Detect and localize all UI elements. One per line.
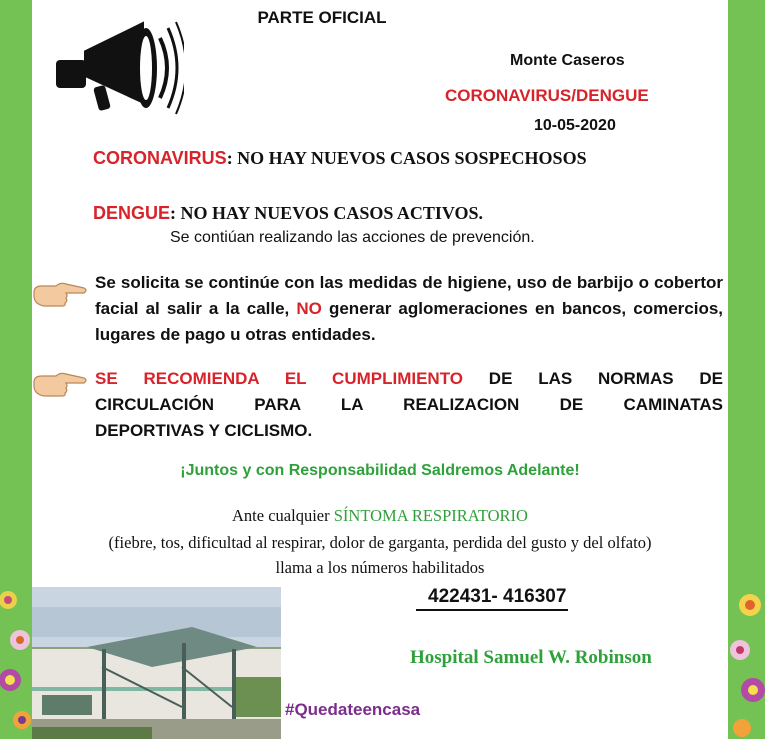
hygiene-notice [95,270,723,348]
prevention-text: Se contiúan realizando las acciones de prevención. [170,229,535,246]
topic-label: CORONAVIRUS/DENGUE [445,86,649,105]
megaphone-icon [52,20,184,118]
flower-decoration-left [0,580,32,739]
circulation-notice-line1 [95,366,723,392]
symptom-intro [32,506,728,526]
coronavirus-label: CORONAVIRUS [93,148,227,168]
hygiene-notice-highlight: NO [296,299,322,318]
circulation-notice-line1-rest: DE LAS NORMAS DE [463,369,723,388]
circulation-notice-line2: CIRCULACIÓN PARA LA REALIZACION DE CAMINATAS [95,395,723,414]
coronavirus-text: : NO HAY NUEVOS CASOS SOSPECHOSOS [226,148,587,168]
report-date: 10-05-2020 [534,117,616,134]
hospital-photo [32,587,281,739]
dengue-label: DENGUE [93,203,171,223]
motto: ¡Juntos y con Responsabilidad Saldremos Adelante! [180,462,580,479]
hospital-name: Hospital Samuel W. Robinson [410,647,652,668]
announcement-card [32,0,728,739]
pointing-hand-icon [32,278,88,308]
dengue-text: : NO HAY NUEVOS CASOS ACTIVOS. [170,203,484,223]
circulation-notice [95,366,723,444]
hygiene-notice-part2: generar aglomeraciones en bancos, comercios, lugares de pago u otras entidades. [95,299,724,344]
hygiene-notice-part1: Se solicita se continúe con las medidas de higiene, uso de barbijo o cobertor facial al salir a la calle, [95,273,723,318]
coronavirus-status [93,148,587,169]
city-name: Monte Caseros [510,52,625,69]
symptom-list: (fiebre, tos, dificultad al respirar, dolor de garganta, perdida del gusto y del olfato) [108,533,652,552]
page-title: PARTE OFICIAL [257,8,387,27]
call-instruction: llama a los números habilitados [275,558,485,577]
flower-decoration-right [728,580,765,739]
pointing-hand-icon [32,368,88,398]
circulation-notice-highlight: SE RECOMIENDA EL CUMPLIMIENTO [95,369,463,388]
symptom-intro-text: Ante cualquier [232,506,334,525]
phone-numbers[interactable]: 422431- 416307 [416,586,568,611]
hashtag[interactable]: #Quedateencasa [285,700,421,719]
symptom-keyword: SÍNTOMA RESPIRATORIO [333,506,528,525]
circulation-notice-line3: DEPORTIVAS Y CICLISMO. [95,421,313,440]
dengue-status [93,203,483,224]
